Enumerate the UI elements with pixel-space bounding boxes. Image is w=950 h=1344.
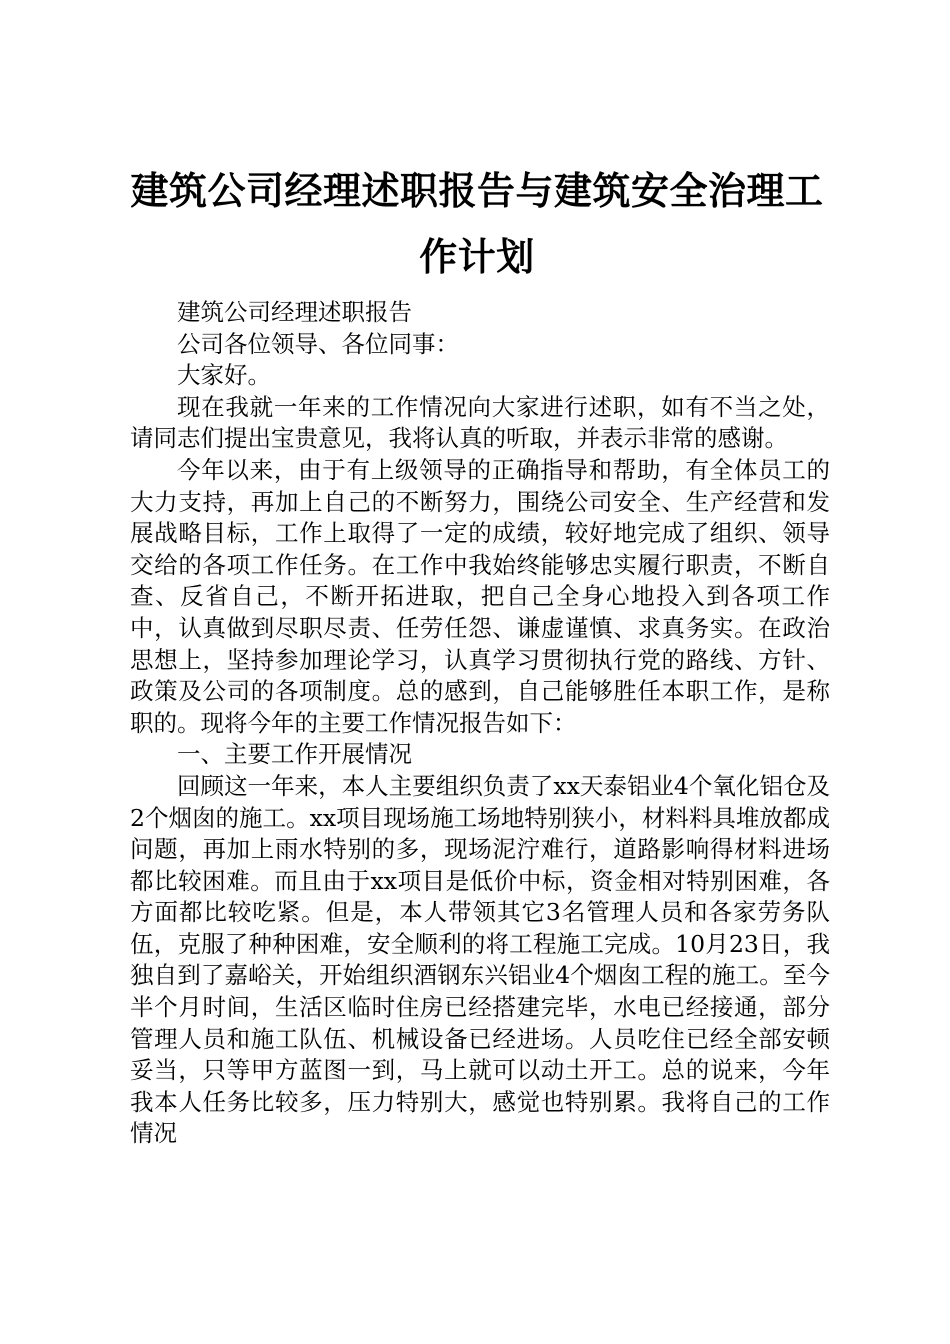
paragraph-greeting: 大家好。 bbox=[177, 361, 271, 390]
paragraph-salutation: 公司各位领导、各位同事： bbox=[177, 329, 459, 358]
paragraph-heading: 建筑公司经理述职报告 bbox=[177, 298, 412, 326]
section-heading: 一、主要工作开展情况 bbox=[177, 740, 412, 769]
paragraph-summary: 今年以来，由于有上级领导的正确指导和帮助，有全体员工的大力支持，再加上自己的不断努力，围绕公司安全、生产经营和发展战略目标，工作上取得了一定的成绩，较好地完成了组织、领导交给的各项工作任务。在工作中我始终能够忠实履行职责，不断自查、反省自己，不断开拓进取，把自己全身心地投入到各项工作中，认真做到尽职尽责、任劳任怨、谦虚谨慎、求真务实。在政治思想上，坚持参加理论学习，认真学习贯彻执行党的路线、方针、政策及公司的各项制度。总的感到，自己能够胜任本职工作，是称职的。现将今年的主要工作情况报告如下： bbox=[130, 455, 830, 737]
paragraph-intro: 现在我就一年来的工作情况向大家进行述职，如有不当之处，请同志们提出宝贵意见，我将认真的听取，并表示非常的感谢。 bbox=[130, 392, 830, 453]
document-title: 建筑公司经理述职报告与建筑安全治理工作计划 bbox=[130, 169, 824, 279]
paragraph-work-review: 回顾这一年来，本人主要组织负责了xx天泰铝业4个氧化铝仓及2个烟囱的施工。xx项目现场施工场地特别狭小，材料料具堆放都成问题，再加上雨水特别的多，现场泥泞难行，道路影响得材料进场都比较困难。而且由于xx项目是低价中标，资金相对特别困难，各方面都比较吃紧。但是，本人带领其它3名管理人员和各家劳务队伍，克服了种种困难，安全顺利的将工程施工完成。10月23日，我独自到了嘉峪关，开始组织酒钢东兴铝业4个烟囱工程的施工。至今半个月时间，生活区临时住房已经搭建完毕，水电已经接通，部分管理人员和施工队伍、机械设备已经进场。人员吃住已经全部安顿妥当，只等甲方蓝图一到，马上就可以动土开工。总的说来，今年我本人任务比较多，压力特别大，感觉也特别累。我将自己的工作情况 bbox=[130, 771, 830, 1148]
document-body bbox=[130, 297, 830, 1150]
